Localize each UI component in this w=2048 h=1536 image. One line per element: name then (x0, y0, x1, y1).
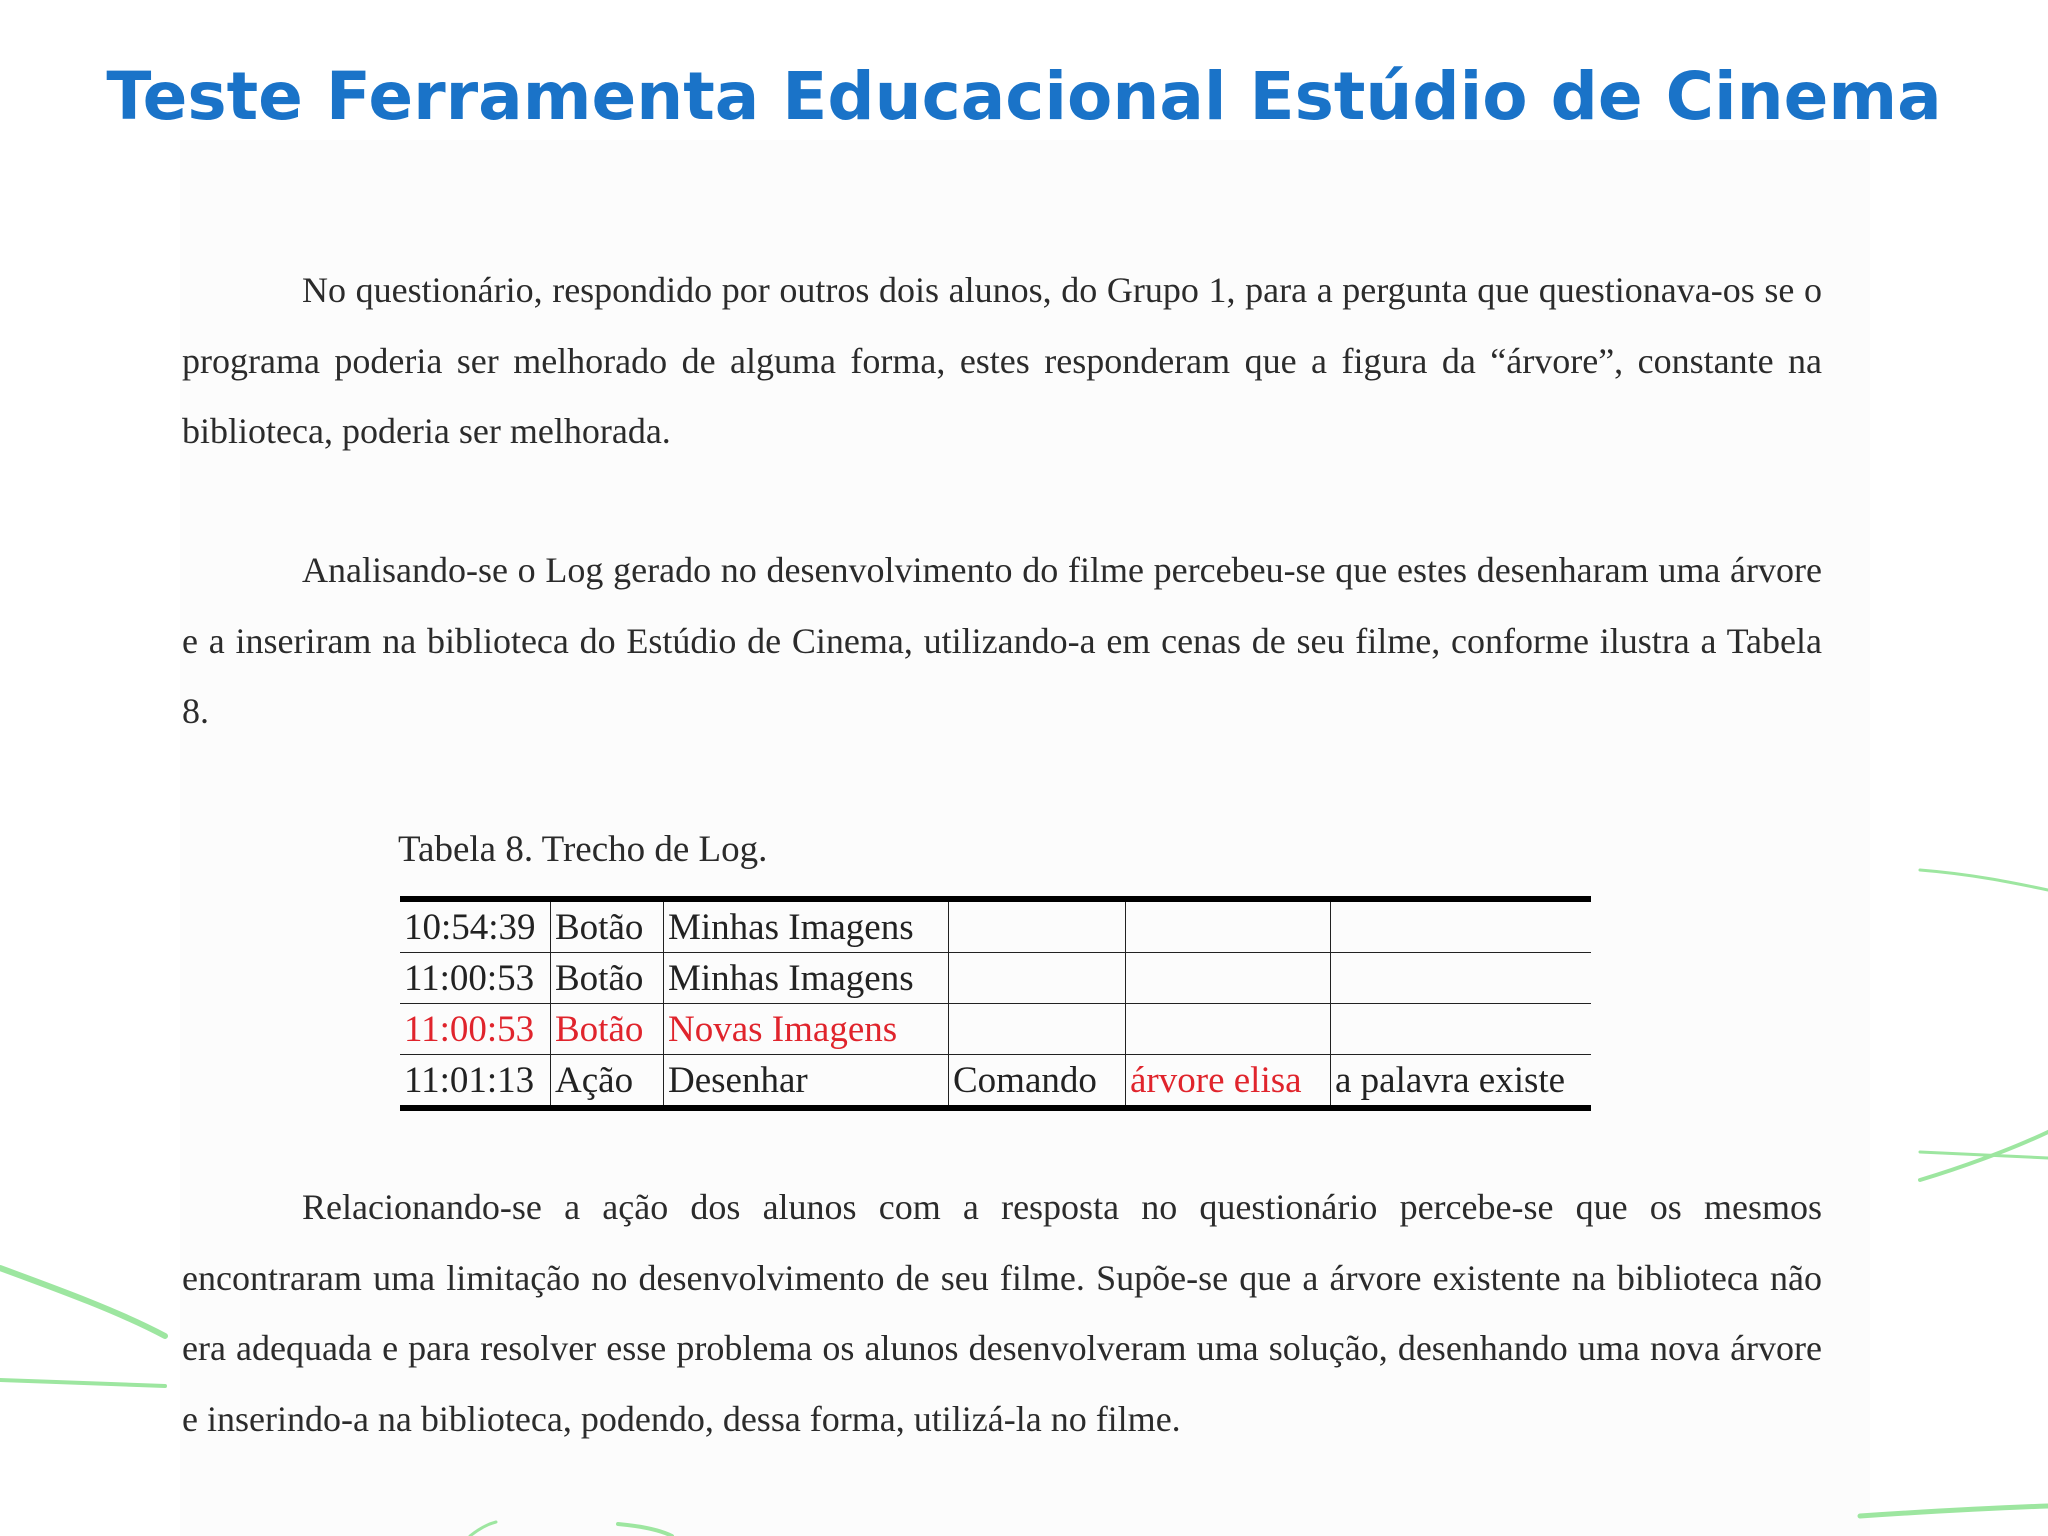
log-type-cell: Botão (551, 1004, 664, 1055)
paragraph-text: No questionário, respondido por outros dois alunos, do Grupo 1, para a pergunta que questionava-os se o programa poderia ser melhorado de alguma forma, estes responderam que a figura da “árvore”, constante na biblioteca, poderia ser melhorada. (182, 270, 1822, 451)
paragraph-questionnaire (182, 255, 1822, 467)
log-detail-cell (949, 1004, 1126, 1055)
decorative-stroke (1920, 1132, 2048, 1180)
log-event-cell: Minhas Imagens (664, 899, 949, 953)
log-time-cell: 11:00:53 (400, 953, 551, 1004)
decorative-stroke (0, 1268, 165, 1336)
log-type-cell: Botão (551, 953, 664, 1004)
decorative-stroke (0, 1380, 165, 1386)
table-row-highlighted (400, 1004, 1591, 1055)
log-table (400, 896, 1591, 1111)
paragraph-text: Analisando-se o Log gerado no desenvolvimento do filme percebeu-se que estes desenharam uma árvore e a inseriram na biblioteca do Estúdio de Cinema, utilizando-a em cenas de seu filme, conforme ilustra a Tabela 8. (182, 550, 1822, 731)
table-row (400, 899, 1591, 953)
paragraph-log-analysis (182, 535, 1822, 747)
paragraph-text: Relacionando-se a ação dos alunos com a resposta no questionário percebe-se que os mesmos encontraram uma limitação no desenvolvimento de seu filme. Supõe-se que a árvore existente na biblioteca não era adequada e para resolver esse problema os alunos desenvolveram uma solução, desenhando uma nova árvore e inserindo-a na biblioteca, podendo, dessa forma, utilizá-la no filme. (182, 1187, 1822, 1439)
log-object-cell (1126, 1004, 1331, 1055)
table-row (400, 1055, 1591, 1109)
log-note-cell: a palavra existe (1335, 1059, 1566, 1101)
decorative-stroke (1920, 1152, 2048, 1158)
log-object-cell (1126, 953, 1331, 1004)
log-time-cell: 10:54:39 (400, 899, 551, 953)
log-time-cell: 11:00:53 (400, 1004, 551, 1055)
log-detail-cell (949, 953, 1126, 1004)
log-detail-cell (949, 899, 1126, 953)
paragraph-conclusion (182, 1172, 1822, 1454)
log-type-cell: Ação (551, 1055, 664, 1109)
log-event-cell: Desenhar (664, 1055, 949, 1109)
log-type-cell: Botão (551, 899, 664, 953)
log-note-cell (1331, 899, 1592, 953)
log-object-cell (1126, 899, 1331, 953)
log-event-cell: Minhas Imagens (664, 953, 949, 1004)
log-object-cell: árvore elisa (1126, 1055, 1331, 1109)
log-note-cell (1331, 1004, 1592, 1055)
decorative-stroke (1920, 870, 2048, 890)
log-time-cell: 11:01:13 (400, 1055, 551, 1109)
decorative-stroke (1860, 1506, 2048, 1516)
table-caption: Tabela 8. Trecho de Log. (398, 829, 768, 870)
log-note-cell (1331, 953, 1592, 1004)
slide-title: Teste Ferramenta Educacional Estúdio de Cinema (106, 58, 1942, 135)
log-event-cell: Novas Imagens (664, 1004, 949, 1055)
table-row (400, 953, 1591, 1004)
log-detail-cell: Comando (949, 1055, 1126, 1109)
